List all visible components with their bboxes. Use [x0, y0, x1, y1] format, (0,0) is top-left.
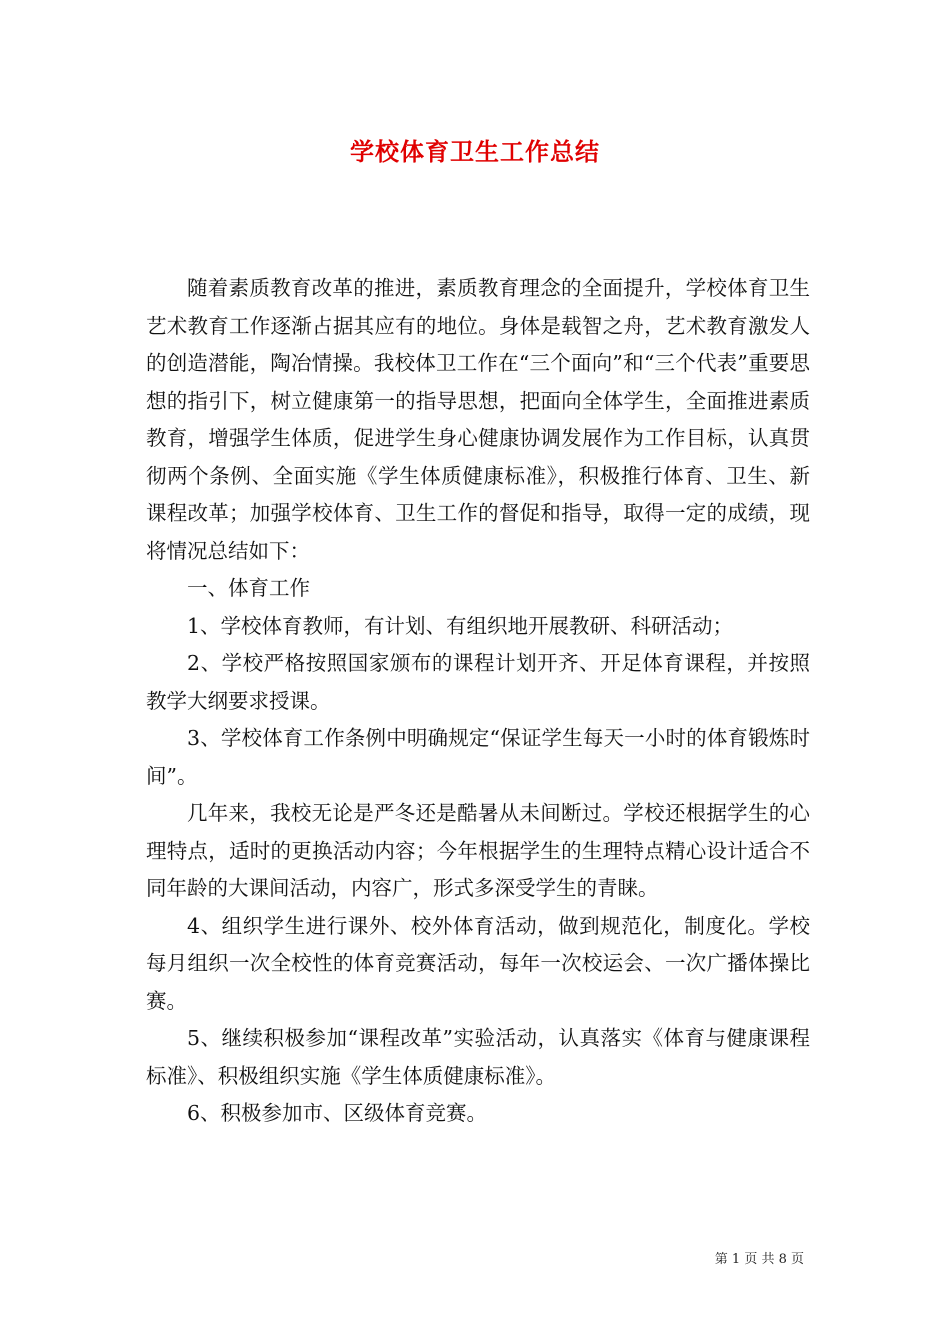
page-number: 第 1 页 共 8 页	[714, 1252, 804, 1267]
paragraph: 2、学校严格按照国家颁布的课程计划开齐、开足体育课程，并按照教学大纲要求授课。	[146, 651, 810, 713]
paragraph: 5、继续积极参加“课程改革”实验活动，认真落实《体育与健康课程标准》、积极组织实施《学生体质健康标准》。	[146, 1026, 810, 1088]
paragraph: 几年来，我校无论是严冬还是酷暑从未间断过。学校还根据学生的心理特点，适时的更换活动内容；今年根据学生的生理特点精心设计适合不同年龄的大课间活动，内容广，形式多深受学生的青睐。	[146, 801, 810, 900]
paragraph: 3、学校体育工作条例中明确规定“保证学生每天一小时的体育锻炼时间”。	[146, 726, 810, 788]
document-title: 学校体育卫生工作总结	[350, 137, 600, 166]
paragraph: 1、学校体育教师，有计划、有组织地开展教研、科研活动；	[187, 613, 734, 638]
section-heading: 一、体育工作	[187, 576, 310, 600]
paragraph: 4、组织学生进行课外、校外体育活动，做到规范化，制度化。学校每月组织一次全校性的体育竞赛活动，每年一次校运会、一次广播体操比赛。	[146, 913, 810, 1013]
document-body	[146, 270, 810, 1133]
paragraph: 随着素质教育改革的推进，素质教育理念的全面提升，学校体育卫生艺术教育工作逐渐占据其应有的地位。身体是载智之舟，艺术教育激发人的创造潜能，陶冶情操。我校体卫工作在“三个面向”和“三个代表”重要思想的指引下，树立健康第一的指导思想，把面向全体学生，全面推进素质教育，增强学生体质，促进学生身心健康协调发展作为工作目标，认真贯彻两个条例、全面实施《学生体质健康标准》，积极推行体育、卫生、新课程改革；加强学校体育、卫生工作的督促和指导，取得一定的成绩，现将情况总结如下：	[146, 276, 810, 563]
paragraph: 6、积极参加市、区级体育竞赛。	[187, 1101, 488, 1125]
